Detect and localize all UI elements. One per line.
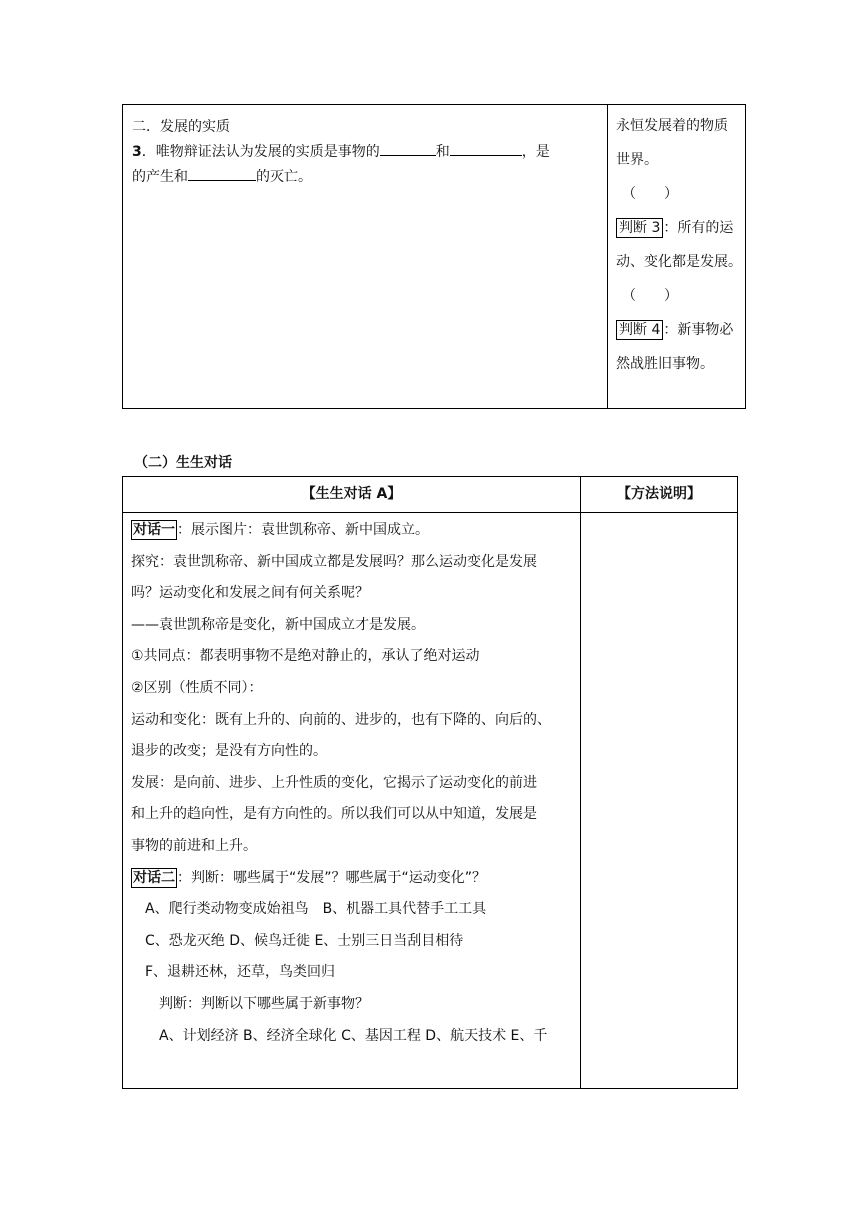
development-text: 发展：是向前、进步、上升性质的变化，它揭示了运动变化的前进 bbox=[131, 774, 537, 791]
dialogue-table-header bbox=[123, 477, 737, 513]
judge-4 bbox=[616, 313, 745, 347]
section-heading: 二．发展的实质 bbox=[132, 119, 230, 135]
motion-text: 退步的改变；是没有方向性的。 bbox=[131, 743, 327, 760]
judge-3 bbox=[616, 211, 745, 245]
judge-text: 然战胜旧事物。 bbox=[616, 356, 714, 372]
option-line: F、退耕还林，还草，鸟类回归 bbox=[145, 964, 336, 981]
answer-paren[interactable]: （ ） bbox=[622, 288, 678, 304]
note-text: 世界。 bbox=[616, 152, 658, 168]
question-3-line1 bbox=[132, 139, 599, 164]
difference-heading: ②区别（性质不同）： bbox=[131, 679, 263, 696]
content-table-1 bbox=[122, 104, 746, 409]
judge-tag: 判断 4 bbox=[616, 320, 663, 340]
section-title: （二）生生对话 bbox=[134, 455, 232, 471]
question-text: 的产生和 bbox=[132, 169, 188, 185]
explore-text: 吗？运动变化和发展之间有何关系呢？ bbox=[131, 585, 369, 602]
common-point: ①共同点：都表明事物不是绝对静止的，承认了绝对运动 bbox=[131, 648, 480, 665]
option-line: C、恐龙灭绝 D、候鸟迁徙 E、士别三日当刮目相待 bbox=[145, 932, 464, 949]
dialogue-tag: 对话一 bbox=[133, 522, 175, 538]
question-text: ，是 bbox=[521, 144, 550, 160]
judge-text: ：新事物必 bbox=[663, 322, 734, 338]
answer-paren[interactable]: （ ） bbox=[622, 186, 678, 202]
option-line: A、计划经济 B、经济全球化 C、基因工程 D、航天技术 E、千 bbox=[159, 1027, 548, 1044]
question-text: 的灭亡。 bbox=[256, 169, 312, 185]
question-text: 和 bbox=[435, 144, 450, 160]
dialogue-2 bbox=[131, 863, 574, 895]
dialogue-body bbox=[123, 513, 581, 1088]
motion-text: 运动和变化：既有上升的、向前的、进步的，也有下降的、向后的、 bbox=[131, 711, 551, 728]
development-text: 事物的前进和上升。 bbox=[131, 837, 257, 854]
answer-text: ——袁世凯称帝是变化，新中国成立才是发展。 bbox=[131, 616, 425, 633]
dialogue-text: ：展示图片：袁世凯称帝、新中国成立。 bbox=[177, 522, 429, 538]
method-body bbox=[581, 513, 737, 1088]
question-3-line2 bbox=[132, 164, 599, 189]
dialogue-table bbox=[122, 476, 738, 1089]
judge-new-things: 判断：判断以下哪些属于新事物？ bbox=[159, 995, 369, 1012]
judge-text: 动、变化都是发展。 bbox=[616, 254, 742, 270]
dialogue-1 bbox=[131, 515, 574, 547]
fill-blank-2[interactable] bbox=[450, 139, 522, 156]
table1-left-cell bbox=[123, 105, 608, 408]
table1-right-cell bbox=[608, 105, 745, 412]
option-line: A、爬行类动物变成始祖鸟 B、机器工具代替手工工具 bbox=[145, 901, 487, 918]
fill-blank-3[interactable] bbox=[188, 164, 256, 181]
question-number: 3 bbox=[132, 144, 142, 160]
header-dialogue-a: 【生生对话 A】 bbox=[123, 477, 581, 512]
judge-text: ：所有的运 bbox=[663, 220, 734, 236]
judge-tag: 判断 3 bbox=[616, 218, 663, 238]
question-text: ．唯物辩证法认为发展的实质是事物的 bbox=[141, 144, 380, 160]
fill-blank-1[interactable] bbox=[380, 139, 436, 156]
note-text: 永恒发展着的物质 bbox=[616, 118, 728, 134]
dialogue-text: ：判断：哪些属于“发展”？哪些属于“运动变化”？ bbox=[177, 869, 487, 886]
explore-text: 探究：袁世凯称帝、新中国成立都是发展吗？那么运动变化是发展 bbox=[131, 553, 537, 570]
dialogue-tag: 对话二 bbox=[133, 869, 175, 886]
header-method: 【方法说明】 bbox=[617, 486, 701, 502]
development-text: 和上升的趋向性，是有方向性的。所以我们可以从中知道，发展是 bbox=[131, 806, 537, 823]
